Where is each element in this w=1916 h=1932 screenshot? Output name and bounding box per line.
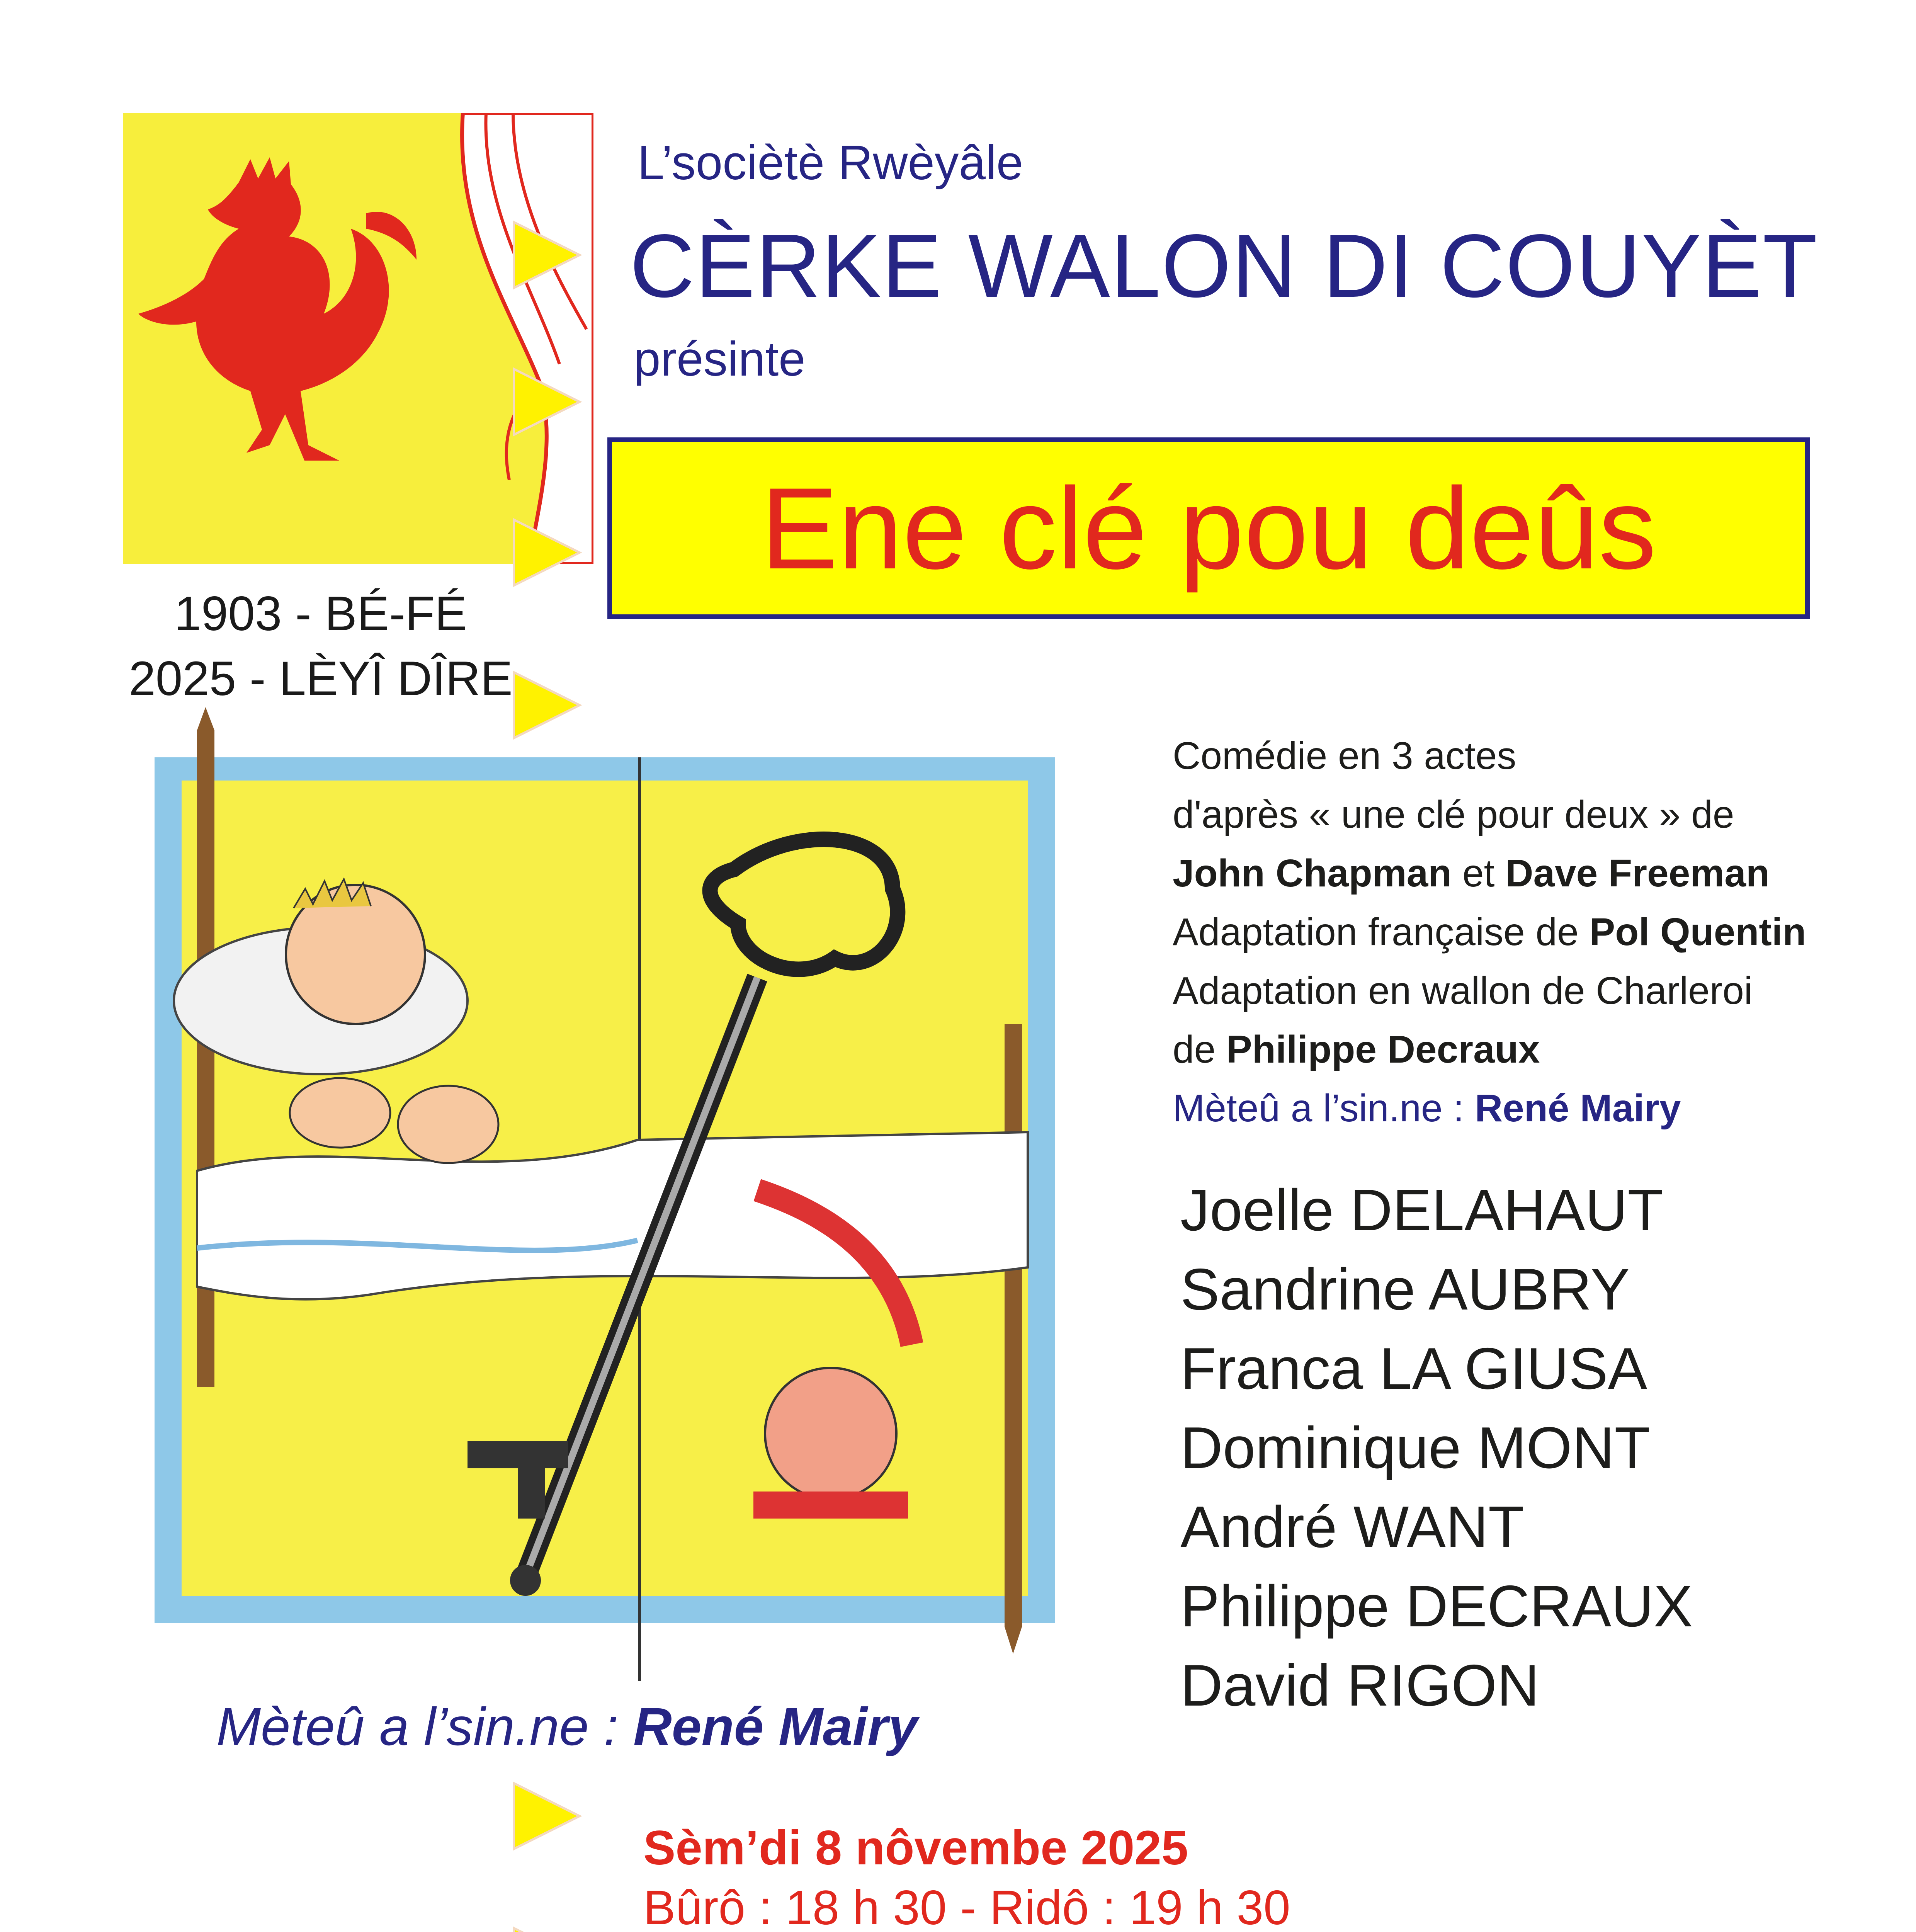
cast-member: Joelle DELAHAUT <box>1180 1177 1664 1243</box>
illustrator-caption <box>216 1696 918 1758</box>
illustrator-name: René Mairy <box>633 1697 918 1757</box>
triangle-bullet-icon <box>506 1922 583 1932</box>
anniversary-years <box>128 582 514 711</box>
anniversary-line-2: 2025 - LÈYÎ DÎRE <box>129 652 513 706</box>
play-credits <box>1173 726 1806 1138</box>
triangle-bullet-icon <box>506 363 583 440</box>
author-conjunction: et <box>1452 852 1506 895</box>
presents-label: présinte <box>634 332 806 386</box>
performance-dates <box>643 1818 1290 1932</box>
cast-list <box>1180 1171 1693 1725</box>
triangle-bullet-icon <box>506 514 583 591</box>
cast-member: David RIGON <box>1180 1653 1540 1718</box>
bed-and-key-illustration <box>139 707 1093 1700</box>
cast-member: Sandrine AUBRY <box>1180 1257 1630 1322</box>
walloon-adapter: Philippe Decraux <box>1226 1028 1540 1071</box>
french-adaptation-prefix: Adaptation française de <box>1173 910 1590 954</box>
credits-line-genre: Comédie en 3 actes <box>1173 734 1516 777</box>
performance-day: Sèm’di 8 nôvembe 2025 <box>643 1821 1188 1875</box>
author-1: John Chapman <box>1173 852 1452 895</box>
walloon-rooster-logo <box>123 113 593 564</box>
performance-hours: Bûrô : 18 h 30 - Ridô : 19 h 30 <box>643 1881 1290 1932</box>
play-title-box <box>607 437 1810 619</box>
credits-line-walloon-adapter <box>1173 1020 1806 1079</box>
director-prefix: Mèteû a l’sin.ne : <box>1173 1087 1475 1130</box>
cast-member: Franca LA GIUSA <box>1180 1336 1647 1401</box>
credits-line-director <box>1173 1079 1806 1138</box>
cast-member: André WANT <box>1180 1494 1524 1560</box>
credits-line-french-adaptation <box>1173 903 1806 961</box>
anniversary-line-1: 1903 - BÉ-FÉ <box>174 587 467 641</box>
credits-line-walloon-adaptation: Adaptation en wallon de Charleroi <box>1173 969 1753 1012</box>
performance-item <box>643 1818 1290 1932</box>
author-2: Dave Freeman <box>1505 852 1770 895</box>
cast-member: Philippe DECRAUX <box>1180 1573 1693 1639</box>
cast-member: Dominique MONT <box>1180 1415 1651 1481</box>
triangle-bullet-icon <box>506 1777 583 1855</box>
french-adapter: Pol Quentin <box>1589 910 1806 954</box>
credits-line-source: d'après « une clé pour deux » de <box>1173 793 1734 836</box>
walloon-adapter-prefix: de <box>1173 1028 1227 1071</box>
illustrator-caption-prefix: Mèteû a l’sin.ne : <box>216 1697 634 1757</box>
triangle-bullet-icon <box>506 216 583 294</box>
organization-name: CÈRKE WALON DI COUYÈT <box>630 216 1818 316</box>
director-name: René Mairy <box>1474 1087 1681 1130</box>
organization-prefix: L’sociètè Rwèyâle <box>638 136 1023 190</box>
credits-line-authors <box>1173 844 1806 903</box>
play-title: Ene clé pou deûs <box>760 463 1657 593</box>
